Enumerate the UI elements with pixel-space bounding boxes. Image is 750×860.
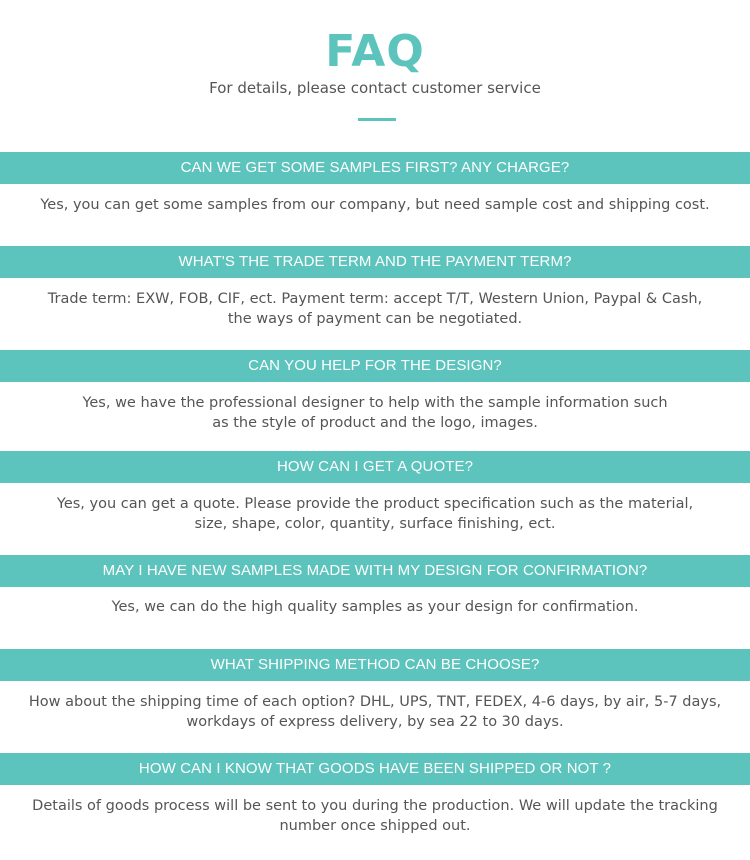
faq-answer-trade-term — [0, 290, 750, 329]
title-divider — [358, 118, 396, 121]
faq-answer-shipped — [0, 797, 750, 836]
answer-line: Details of goods process will be sent to you during the production. We will update the tracking — [32, 798, 718, 814]
faq-question-trade-term: WHAT'S THE TRADE TERM AND THE PAYMENT TERM? — [0, 246, 750, 278]
answer-line: Yes, we can do the high quality samples as your design for confirmation. — [111, 599, 639, 615]
answer-line: How about the shipping time of each option? DHL, UPS, TNT, FEDEX, 4-6 days, by air, 5-7 days, — [28, 694, 722, 710]
answer-line: Yes, you can get some samples from our company, but need sample cost and shipping cost. — [40, 197, 710, 213]
faq-question-shipping-method: WHAT SHIPPING METHOD CAN BE CHOOSE? — [0, 649, 750, 681]
answer-line: Yes, we have the professional designer to help with the sample information such — [82, 395, 668, 411]
faq-title: FAQ — [325, 26, 425, 77]
faq-answer-quote — [0, 495, 750, 534]
answer-line: the ways of payment can be negotiated. — [227, 310, 523, 327]
faq-subtitle: For details, please contact customer service — [209, 79, 541, 97]
faq-question-new-samples: MAY I HAVE NEW SAMPLES MADE WITH MY DESIGN FOR CONFIRMATION? — [0, 555, 750, 587]
answer-line: Trade term: EXW, FOB, CIF, ect. Payment term: accept T/T, Western Union, Paypal & Cash, — [47, 291, 703, 307]
faq-question-design: CAN YOU HELP FOR THE DESIGN? — [0, 350, 750, 382]
faq-answer-design — [0, 394, 750, 433]
answer-line: workdays of express delivery, by sea 22 to 30 days. — [186, 713, 564, 730]
answer-line: number once shipped out. — [279, 817, 471, 834]
faq-answer-samples — [0, 196, 750, 216]
faq-question-quote: HOW CAN I GET A QUOTE? — [0, 451, 750, 483]
faq-answer-new-samples — [0, 598, 750, 618]
answer-line: size, shape, color, quantity, surface finishing, ect. — [194, 515, 556, 532]
answer-line: Yes, you can get a quote. Please provide the product specification such as the material, — [56, 496, 694, 512]
faq-question-shipped: HOW CAN I KNOW THAT GOODS HAVE BEEN SHIPPED OR NOT ? — [0, 753, 750, 785]
answer-line: as the style of product and the logo, images. — [212, 414, 538, 431]
faq-answer-shipping-method — [0, 693, 750, 732]
faq-question-samples: CAN WE GET SOME SAMPLES FIRST? ANY CHARGE? — [0, 152, 750, 184]
